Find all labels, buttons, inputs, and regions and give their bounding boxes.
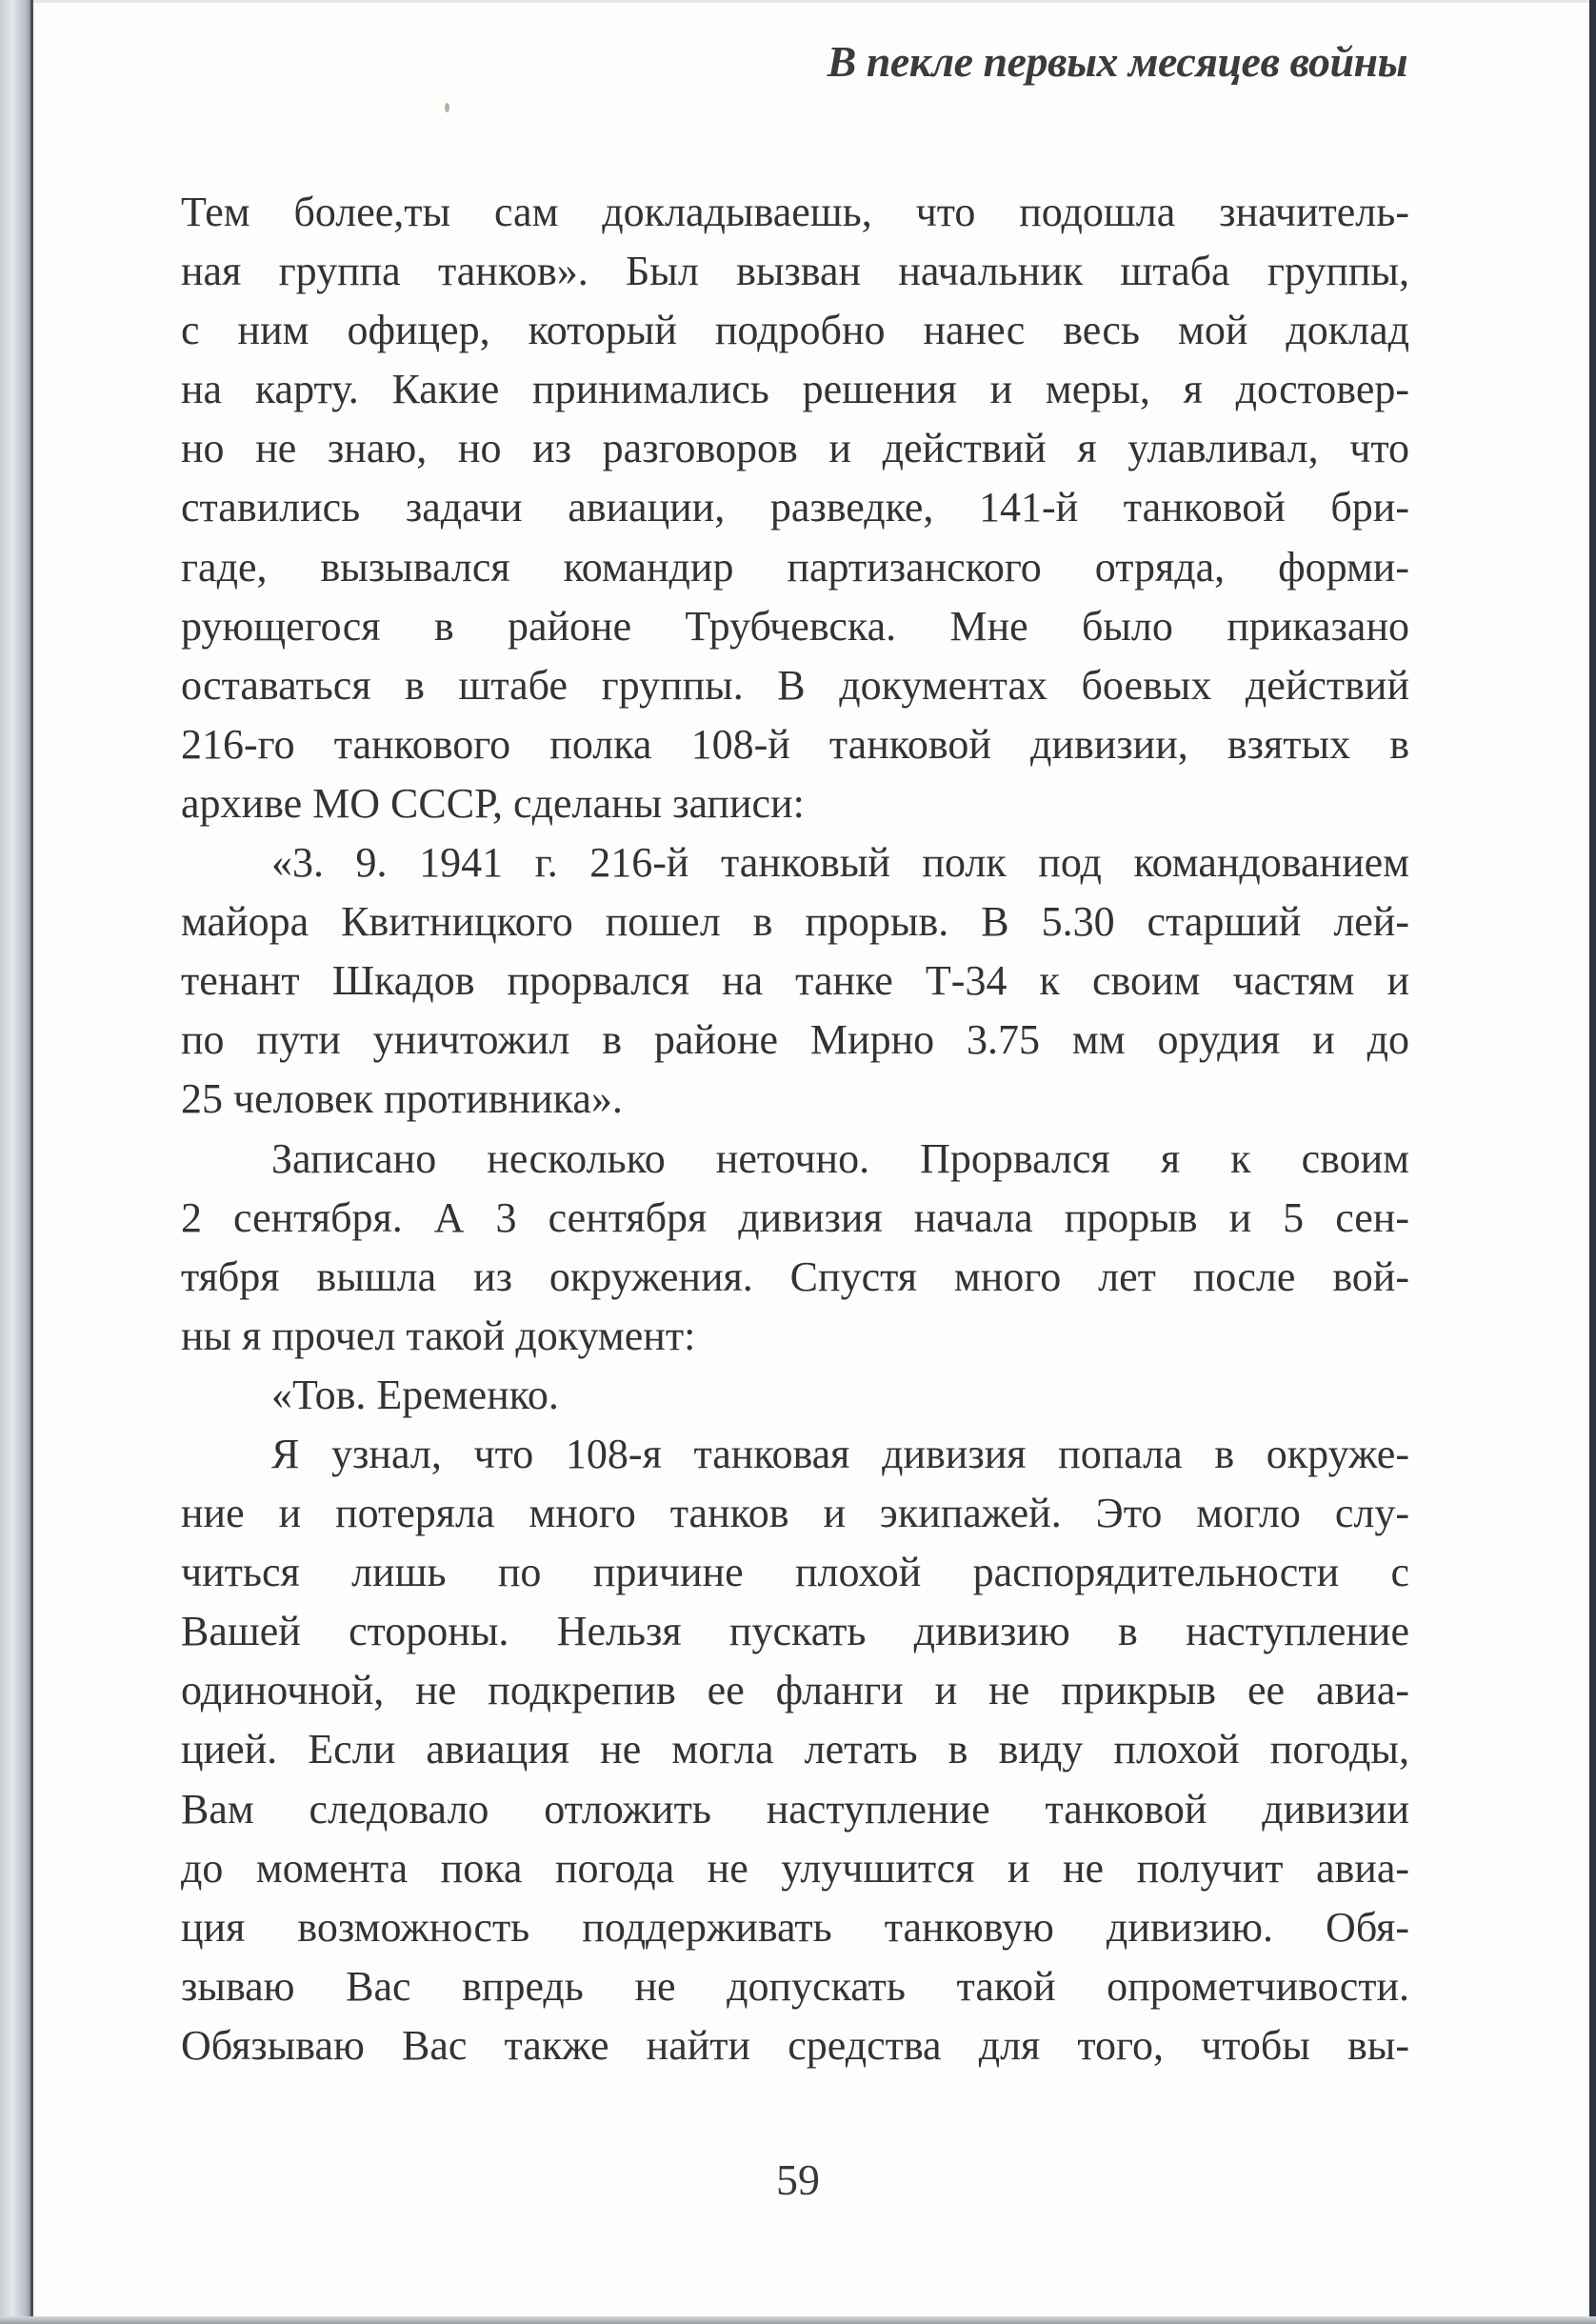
text-line: Вам следовало отложить наступление танковой дивизии [181, 1785, 1409, 1833]
binding-shadow [0, 0, 30, 2324]
text-line: 216-го танкового полка 108-й танковой дивизии, взятых в [181, 720, 1409, 768]
text-line: «Тов. Еременко. [271, 1371, 559, 1418]
text-line: зываю Вас впредь не допускать такой опрометчивости. [181, 1962, 1409, 2010]
text-line: но не знаю, но из разговоров и действий я улавливал, что [181, 425, 1409, 472]
running-head: В пекле первых месяцев войны [827, 37, 1407, 86]
text-line: ция возможность поддерживать танковую дивизию. Обя- [181, 1903, 1409, 1951]
text-line: архиве МО СССР, сделаны записи: [181, 779, 805, 827]
text-line: Записано несколько неточно. Прорвался я к своим [271, 1134, 1409, 1182]
text-line: цией. Если авиация не могла летать в виду плохой погоды, [181, 1726, 1409, 1773]
text-line: майора Квитницкого пошел в прорыв. В 5.30 старший лей- [181, 898, 1409, 946]
text-line: Тем более,ты сам докладываешь, что подошла значитель- [181, 189, 1409, 235]
text-line: тября вышла из окружения. Спустя много лет после вой- [181, 1252, 1409, 1300]
text-line: 2 сентября. А 3 сентября дивизия начала прорыв и 5 сен- [181, 1193, 1409, 1241]
page-number [0, 2154, 1596, 2205]
body-text [181, 183, 1409, 2075]
text-line: ная группа танков». Был вызван начальник штаба группы, [181, 248, 1409, 295]
page-left-edge [30, 0, 33, 2324]
text-line: до момента пока погода не улучшится и не получит авиа- [181, 1844, 1409, 1892]
text-line: Обязываю Вас также найти средства для того, чтобы вы- [181, 2021, 1409, 2069]
text-line: ны я прочел такой документ: [181, 1312, 696, 1359]
text-line: оставаться в штабе группы. В документах боевых действий [181, 661, 1409, 709]
text-line: тенант Шкадов прорвался на танке Т-34 к своим частям и [181, 957, 1409, 1005]
text-line: одиночной, не подкрепив ее фланги и не прикрыв ее авиа- [181, 1667, 1409, 1714]
text-line: рующегося в районе Трубчевска. Мне было приказано [181, 602, 1409, 650]
scan-right-edge [1589, 0, 1596, 2324]
text-line: читься лишь по причине плохой распорядительности с [181, 1549, 1409, 1596]
text-line: гаде, вызывался командир партизанского отряда, форми- [181, 543, 1409, 591]
text-line: «3. 9. 1941 г. 216-й танковый полк под командованием [271, 839, 1409, 887]
text-line: Вашей стороны. Нельзя пускать дивизию в наступление [181, 1608, 1409, 1655]
paper-speck [445, 103, 449, 112]
text-line: на карту. Какие принимались решения и меры, я достовер- [181, 366, 1409, 413]
text-line: ние и потеряла много танков и экипажей. Это могло слу- [181, 1490, 1409, 1537]
page-number-text: 59 [776, 2155, 820, 2204]
text-line: 25 человек противника». [181, 1075, 623, 1123]
text-line: с ним офицер, который подробно нанес весь мой доклад [181, 307, 1409, 354]
text-line: Я узнал, что 108-я танковая дивизия попала в окруже- [271, 1430, 1409, 1477]
text-line: по пути уничтожил в районе Мирно 3.75 мм орудия и до [181, 1016, 1409, 1064]
scan-bottom-edge [0, 2316, 1596, 2324]
text-line: ставились задачи авиации, разведке, 141-й танковой бри- [181, 484, 1409, 531]
scan-top-edge [0, 0, 1596, 3]
